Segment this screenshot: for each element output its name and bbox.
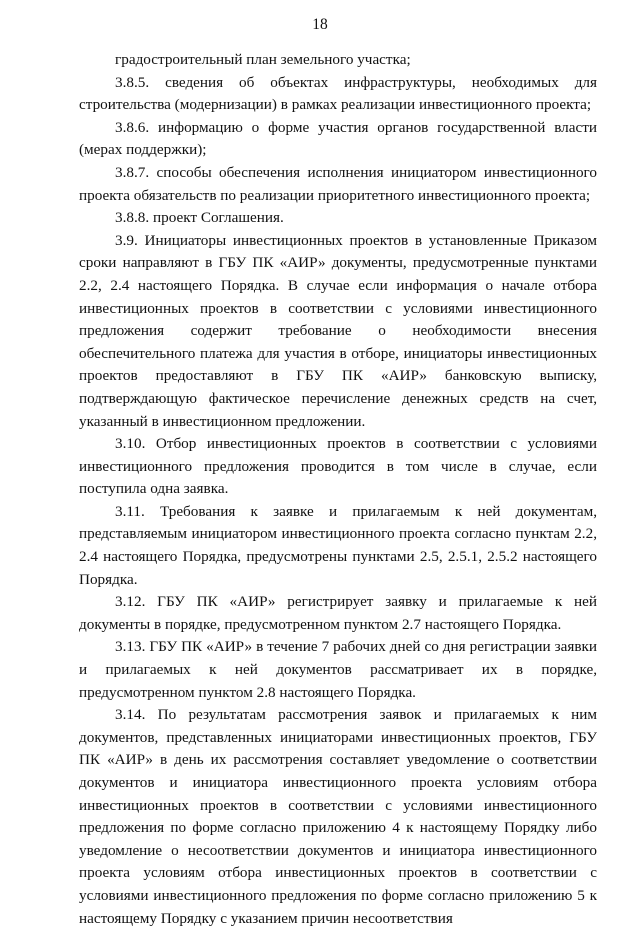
paragraph-3-8-7: 3.8.7. способы обеспечения исполнения инициатором инвестиционного проекта обязательств по реализации приоритетного инвестиционного проекта; [79,163,597,204]
paragraph-3-11: 3.11. Требования к заявке и прилагаемым к ней документам, представляемым инициатором инвестиционного проекта согласно пунктам 2.2, 2.4 настоящего Порядка, предусмотрены пунктами 2.5, 2.5.1, 2.5.2 настоящего Порядка. [79,502,597,588]
paragraph-plan-continuation: градостроительный план земельного участка; [115,51,411,68]
paragraph-3-10: 3.10. Отбор инвестиционных проектов в соответствии с условиями инвестиционного предложения проводится в том числе в случае, если поступила одна заявка. [79,435,597,498]
paragraph-3-14: 3.14. По результатам рассмотрения заявок и прилагаемых к ним документов, представленных инициаторами инвестиционных проектов, ГБУ ПК «АИР» в день их рассмотрения составляет уведомление о соответствии документов и инициатора инвестиционного проекта условиям отбора инвестиционных проектов в соответствии с условиями инвестиционного предложения по форме согласно приложению 4 к настоящему Порядку либо уведомление о несоответствии документов и инициатора инвестиционного проекта условиям отбора инвестиционных проектов в соответствии с условиями инвестиционного предложения по форме согласно приложению 5 к настоящему Порядку с указанием причин несоответствия [79,706,597,927]
paragraph-3-9: 3.9. Инициаторы инвестиционных проектов в установленные Приказом сроки направляют в ГБУ ПК «АИР» документы, предусмотренные пунктами 2.2, 2.4 настоящего Порядка. В случае если информация о начале отбора инвестиционных проектов в соответствии с условиями инвестиционного предложения содержит требование о необходимости внесения обеспечительного платежа для участия в отборе, инициаторы инвестиционных проектов предоставляют в ГБУ ПК «АИР» банковскую выписку, подтверждающую фактическое перечисление денежных средств на счет, указанный в инвестиционном предложении. [79,231,597,430]
paragraph-3-8-5: 3.8.5. сведения об объектах инфраструктуры, необходимых для строительства (модернизации) в рамках реализации инвестиционного проекта; [79,73,597,114]
document-body [79,49,597,930]
paragraph-3-13: 3.13. ГБУ ПК «АИР» в течение 7 рабочих дней со дня регистрации заявки и прилагаемых к ней документов рассматривает их в порядке, предусмотренном пунктом 2.8 настоящего Порядка. [79,638,597,701]
paragraph-3-12: 3.12. ГБУ ПК «АИР» регистрирует заявку и прилагаемые к ней документы в порядке, предусмотренном пунктом 2.7 настоящего Порядка. [79,593,597,633]
page-number: 18 [312,16,328,33]
paragraph-3-8-8: 3.8.8. проект Соглашения. [115,209,284,227]
paragraph-3-8-6: 3.8.6. информацию о форме участия органов государственной власти (мерах поддержки); [79,118,597,159]
